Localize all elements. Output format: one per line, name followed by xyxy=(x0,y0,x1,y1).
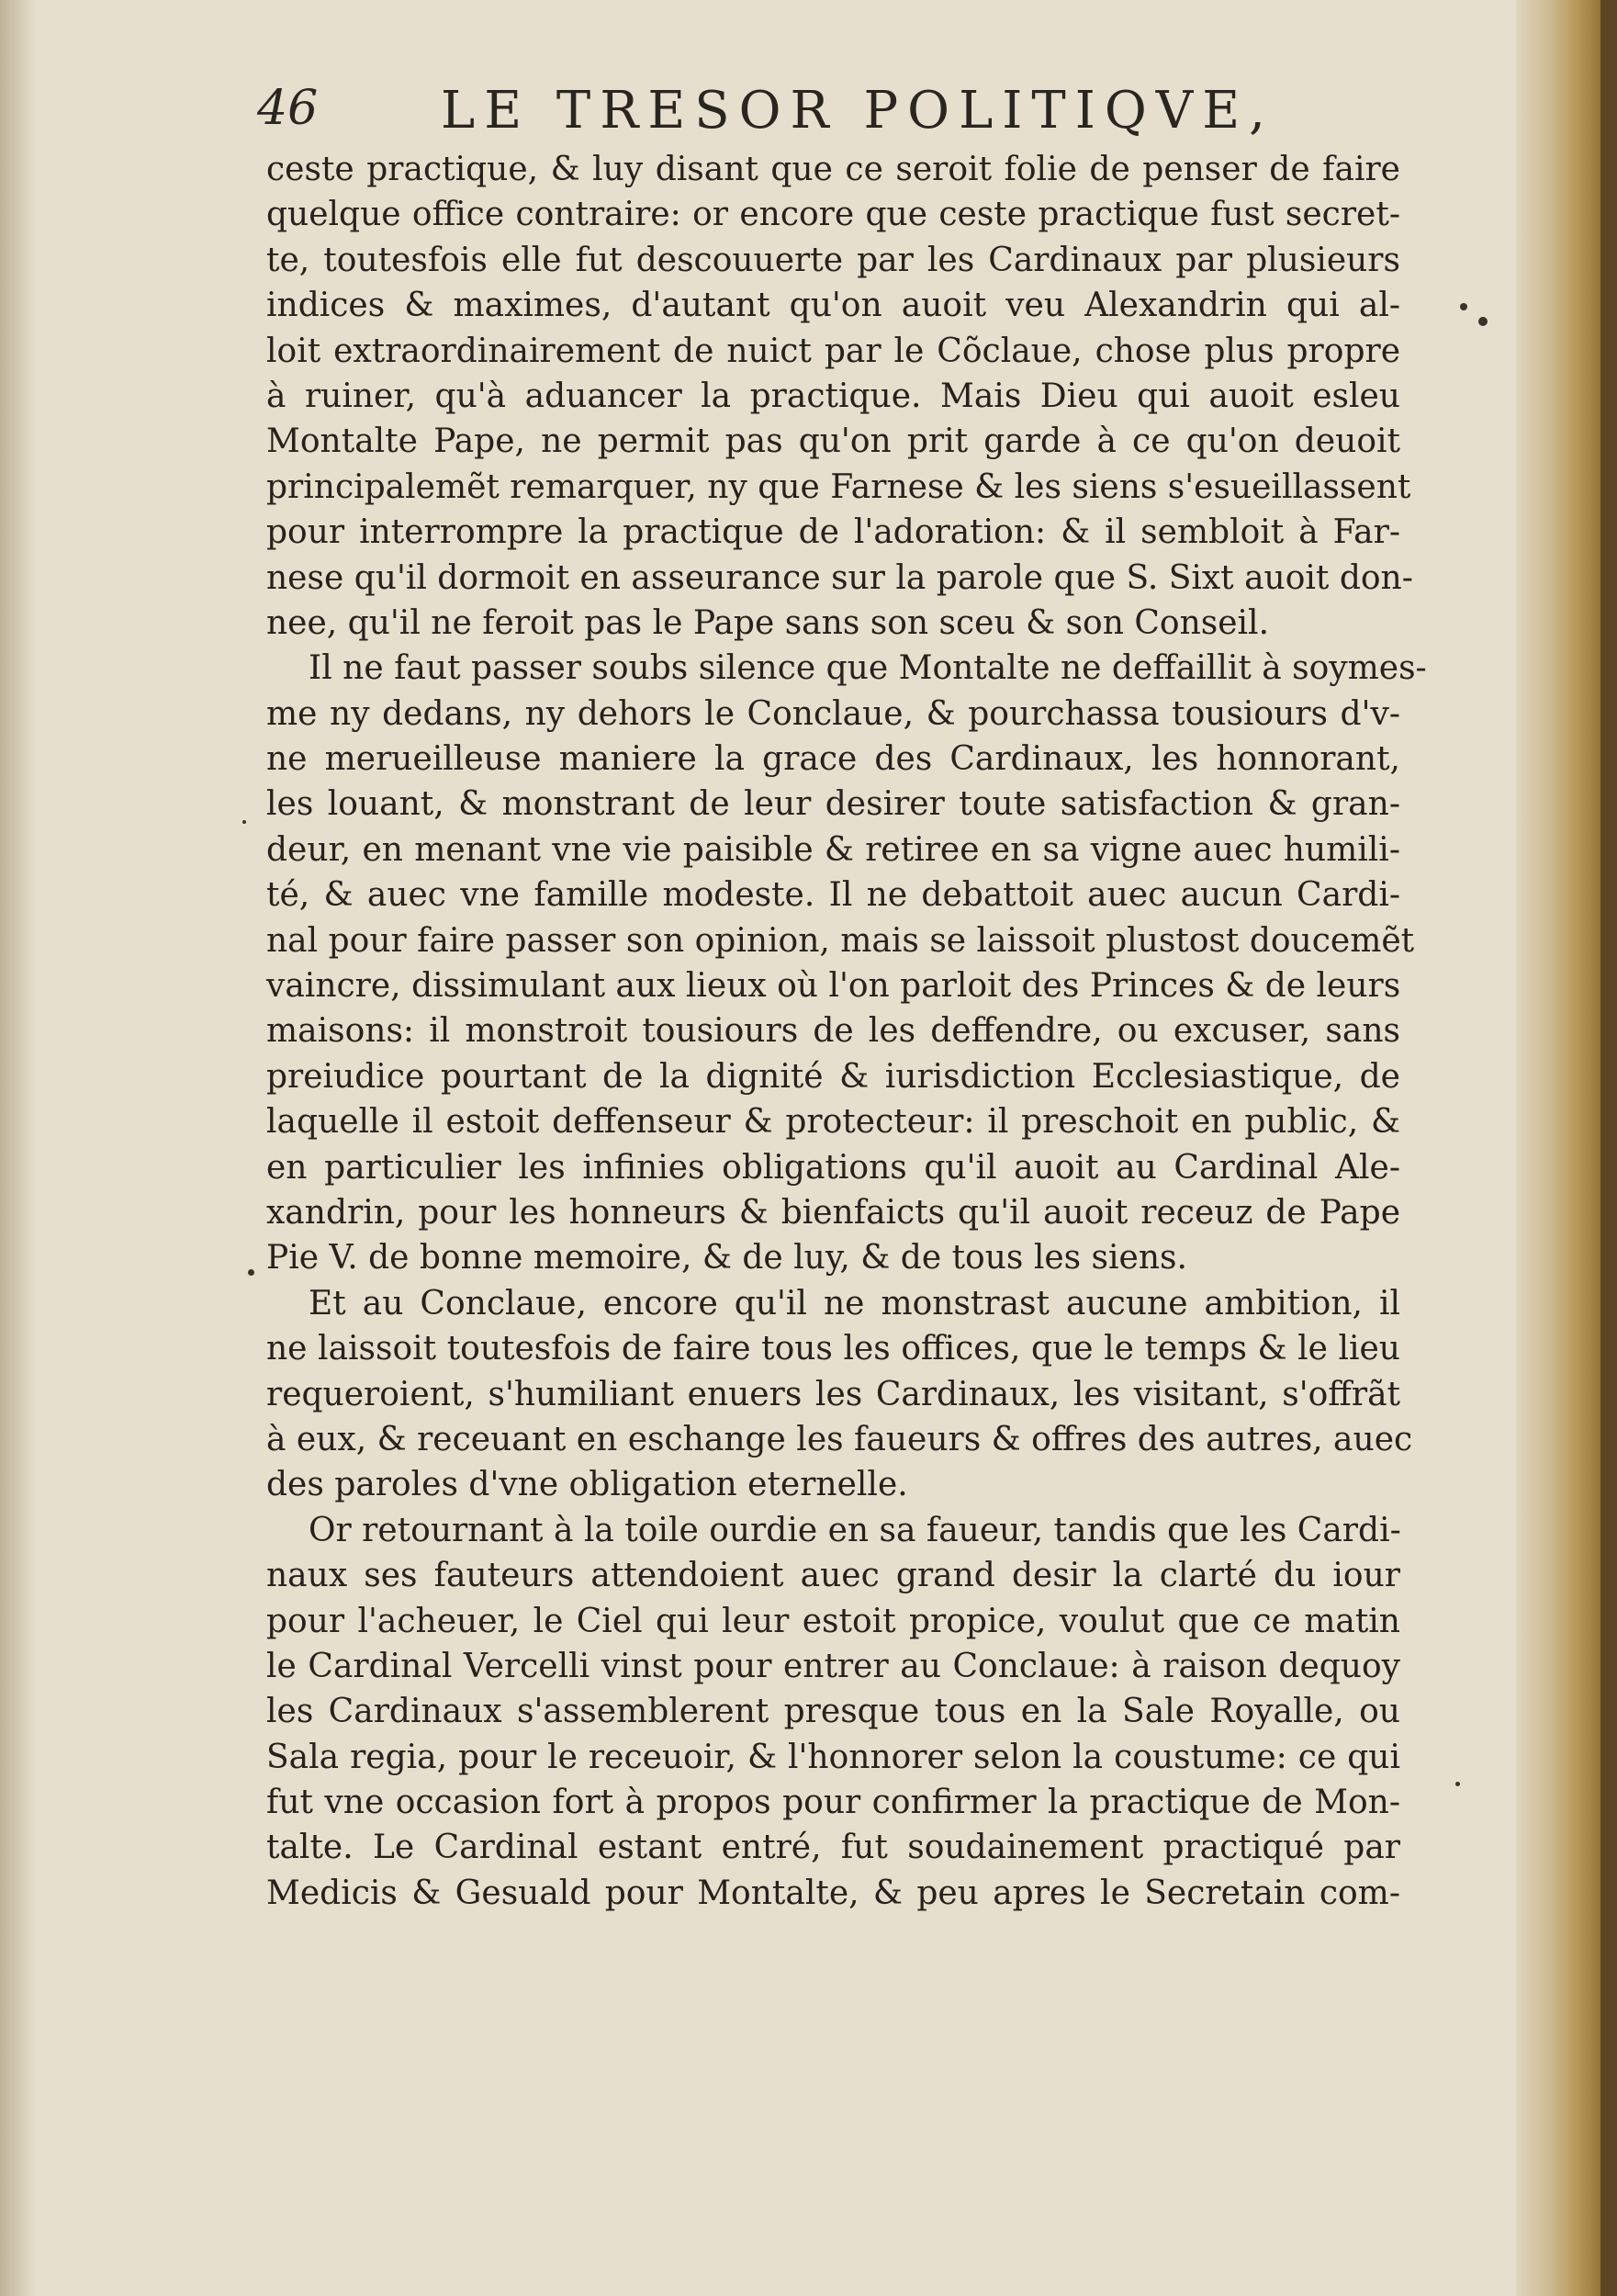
ink-speck xyxy=(242,820,246,824)
text-line: Sala regia, pour le receuoir, & l'honnorer selon la coustume: ce qui xyxy=(266,1738,1400,1776)
text-line: Medicis & Gesuald pour Montalte, & peu apres le Secretain com- xyxy=(266,1874,1400,1912)
text-line: te, toutesfois elle fut descouuerte par les Cardinaux par plusieurs xyxy=(266,241,1400,279)
text-line: le Cardinal Vercelli vinst pour entrer au Conclaue: à raison dequoy xyxy=(266,1647,1400,1685)
text-line: pour interrompre la practique de l'adoration: & il sembloit à Far- xyxy=(266,513,1400,552)
text-line: fut vne occasion fort à propos pour confirmer la practique de Mon- xyxy=(266,1784,1400,1822)
text-line: à eux, & receuant en eschange les faueurs & offres des autres, auec xyxy=(266,1420,1413,1458)
text-line: Montalte Pape, ne permit pas qu'on prit garde à ce qu'on deuoit xyxy=(266,422,1400,461)
text-line: me ny dedans, ny dehors le Conclaue, & pourchassa tousiours d'v- xyxy=(266,694,1400,733)
page-header xyxy=(257,81,1359,145)
body-text xyxy=(266,147,1427,1916)
book-gutter xyxy=(1600,0,1617,2296)
text-line: vaincre, dissimulant aux lieux où l'on parloit des Princes & de leurs xyxy=(266,967,1401,1006)
text-line: loit extraordinairement de nuict par le Cõclaue, chose plus propre xyxy=(266,332,1400,370)
text-line: à ruiner, qu'à aduancer la practique. Mais Dieu qui auoit esleu xyxy=(266,377,1400,415)
ink-speck xyxy=(1478,317,1488,326)
text-line: les Cardinaux s'assemblerent presque tous en la Sale Royalle, ou xyxy=(266,1693,1400,1731)
text-line: des paroles d'vne obligation eternelle. xyxy=(266,1466,908,1504)
ink-speck xyxy=(248,1269,254,1276)
text-line: Pie V. de bonne memoire, & de luy, & de tous les siens. xyxy=(266,1239,1187,1277)
text-line: Il ne faut passer soubs silence que Montalte ne deffaillit à soymes- xyxy=(309,649,1427,688)
running-title: LE TRESOR POLITIQVE, xyxy=(441,81,1275,141)
text-line: indices & maximes, d'autant qu'on auoit veu Alexandrin qui al- xyxy=(266,287,1400,325)
text-line: les louant, & monstrant de leur desirer toute satisfaction & gran- xyxy=(266,785,1400,824)
text-line: deur, en menant vne vie paisible & retiree en sa vigne auec humili- xyxy=(266,830,1400,869)
text-line: ne merueilleuse maniere la grace des Cardinaux, les honnorant, xyxy=(266,740,1400,779)
text-line: talte. Le Cardinal estant entré, fut soudainement practiqué par xyxy=(266,1829,1400,1867)
text-line: requeroient, s'humiliant enuers les Cardinaux, les visitant, s'offrãt xyxy=(266,1375,1400,1413)
text-line: preiudice pourtant de la dignité & iurisdiction Ecclesiastique, de xyxy=(266,1057,1400,1096)
text-line: en particulier les infinies obligations qu'il auoit au Cardinal Ale- xyxy=(266,1148,1400,1187)
text-line: nee, qu'il ne feroit pas le Pape sans son sceu & son Conseil. xyxy=(266,603,1270,642)
text-line: té, & auec vne famille modeste. Il ne debattoit auec aucun Cardi- xyxy=(266,876,1400,915)
text-line: ceste practique, & luy disant que ce seroit folie de penser de faire xyxy=(266,151,1400,188)
text-line: maisons: il monstroit tousiours de les deffendre, ou excuser, sans xyxy=(266,1012,1400,1051)
ink-speck xyxy=(1460,303,1467,310)
text-line: xandrin, pour les honneurs & bienfaicts qu'il auoit receuz de Pape xyxy=(266,1193,1400,1232)
text-line: naux ses fauteurs attendoient auec grand desir la clarté du iour xyxy=(266,1557,1400,1595)
page-left-shadow xyxy=(0,0,37,2296)
text-line: Et au Conclaue, encore qu'il ne monstrast aucune ambition, il xyxy=(309,1284,1400,1322)
text-line: quelque office contraire: or encore que ceste practique fust secret- xyxy=(266,196,1400,234)
ink-speck xyxy=(1455,1782,1460,1786)
text-line: laquelle il estoit deffenseur & protecteur: il preschoit en public, & xyxy=(266,1103,1400,1142)
text-line: ne laissoit toutesfois de faire tous les offices, que le temps & le lieu xyxy=(266,1330,1400,1368)
text-line: nese qu'il dormoit en asseurance sur la parole que S. Sixt auoit don- xyxy=(266,558,1413,597)
text-line: principalemẽt remarquer, ny que Farnese & les siens s'esueillassent xyxy=(266,467,1411,506)
page-number: 46 xyxy=(257,81,319,136)
text-line: nal pour faire passer son opinion, mais se laissoit plustost doucemẽt xyxy=(266,921,1415,960)
text-line: pour l'acheuer, le Ciel qui leur estoit propice, voulut que ce matin xyxy=(266,1602,1400,1640)
text-line: Or retournant à la toile ourdie en sa faueur, tandis que les Cardi- xyxy=(309,1511,1401,1549)
